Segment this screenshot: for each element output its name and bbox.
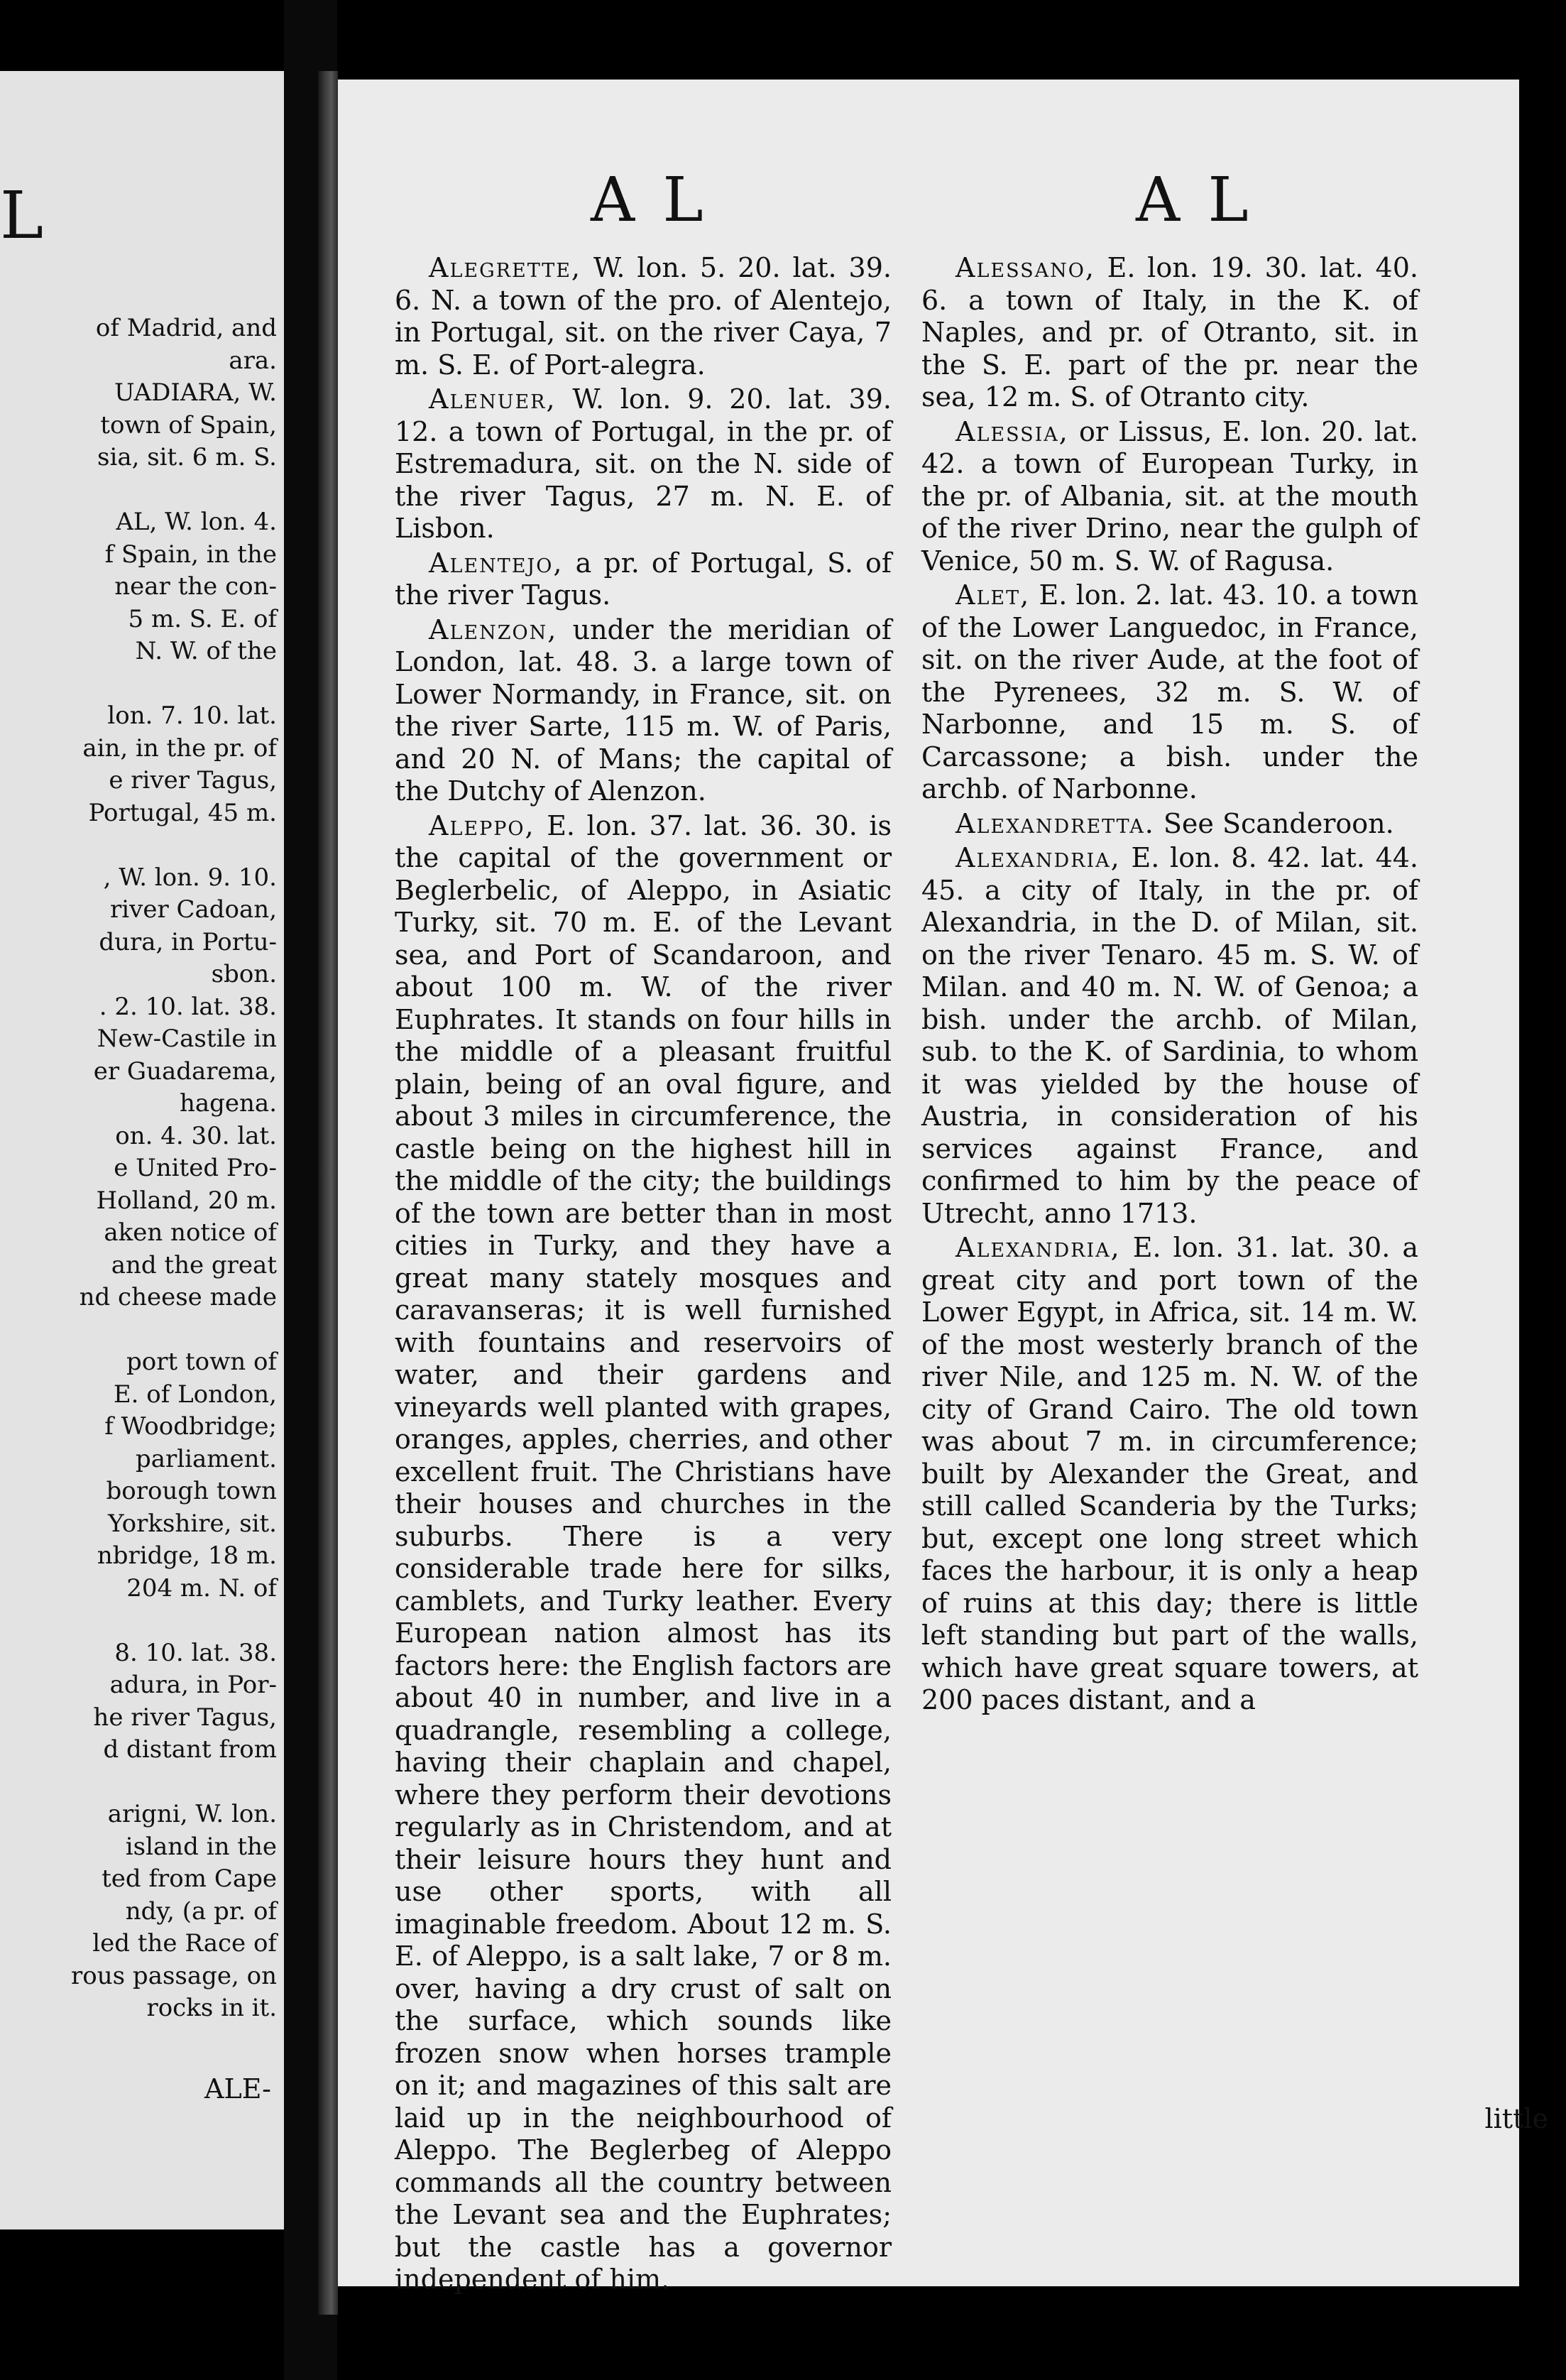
entry-text: See Scanderoon. bbox=[1154, 807, 1394, 839]
left-running-head: L bbox=[0, 178, 45, 253]
dictionary-entry bbox=[921, 842, 1418, 1230]
right-page bbox=[338, 80, 1548, 2295]
text-line: led the Race of bbox=[92, 1929, 277, 1958]
text-line: New-Castile in bbox=[97, 1025, 277, 1053]
text-line: . 2. 10. lat. 38. bbox=[99, 992, 277, 1021]
entry-headword: Alegrette, bbox=[429, 252, 581, 283]
text-line: d distant from bbox=[103, 1735, 277, 1764]
text-line: sbon. bbox=[211, 960, 277, 988]
text-line: e United Pro- bbox=[114, 1154, 277, 1182]
entry-text: under the meridian of London, lat. 48. 3. a large town of Lower Normandy, in France, sit. on the river Sarte, 115 m. W. of Paris, and 20 N. of Mans; the capital of the Dutchy of Alenzon. bbox=[395, 613, 892, 807]
text-line: port town of bbox=[126, 1348, 277, 1376]
text-line: , W. lon. 9. 10. bbox=[103, 863, 277, 892]
running-head-right: A L bbox=[1136, 165, 1253, 236]
entry-headword: Alexandretta. bbox=[956, 807, 1155, 839]
entry-text: E. lon. 31. lat. 30. a great city and port town of the Lower Egypt, in Africa, sit. 14 m. W. of the most westerly branch of the river Nile, and 125 m. N. W. of the city of Grand Cairo. The old town was about 7 m. in circumference; built by Alexander the Great, and still called Scanderia by the Turks; but, except one long street which faces the harbour, it is only a heap of ruins at this day; there is little left standing but part of the walls, which have great square towers, at 200 paces distant, and a bbox=[921, 1232, 1418, 1715]
text-line: ted from Cape bbox=[102, 1865, 277, 1893]
entry-headword: Alessano, bbox=[956, 252, 1095, 283]
text-line: UADIARA, W. bbox=[114, 378, 277, 407]
text-line: sia, sit. 6 m. S. bbox=[97, 443, 277, 471]
text-line bbox=[0, 1314, 277, 1347]
text-column-left bbox=[395, 252, 892, 2298]
text-line: island in the bbox=[125, 1832, 277, 1861]
text-line: 8. 10. lat. 38. bbox=[114, 1638, 277, 1667]
dictionary-entry bbox=[395, 547, 892, 612]
text-line: nbridge, 18 m. bbox=[97, 1541, 277, 1570]
text-line bbox=[0, 1767, 277, 1799]
text-line: lon. 7. 10. lat. bbox=[107, 702, 277, 730]
dictionary-entry bbox=[921, 808, 1418, 841]
dictionary-entry bbox=[921, 1232, 1418, 1717]
entry-text: E. lon. 37. lat. 36. 30. is the capital of the government or Beglerbelic, of Aleppo, in Asiatic Turky, sit. 70 m. E. of the Levant sea, and Port of Scandaroon, and about 100 m. W. of the river Euphrates. It stands on four hills in the middle of a pleasant fruitful plain, being of an oval figure, and about 3 miles in circumference, the castle being on the highest hill in the middle of the city; the buildings of the town are better than in most cities in Turky, and they have a great many stately mosques and caravanseras; it is well furnished with fountains and reservoirs of water, and their gardens and vineyards well planted with grapes, oranges, apples, cherries, and other excellent fruit. The Christians have their houses and churches in the suburbs. There is a very considerable trade here for silks, camblets, and Turky leather. Every European nation almost has its factors here: the English factors are about 40 in number, and live in a quadrangle, resembling a college, having their chaplain and chapel, where they perform their devotions regularly as in Christendom, and at their leisure hours they hunt and use other sports, with all imaginable freedom. About 12 m. S. E. of Aleppo, is a salt lake, 7 or 8 m. over, having a dry crust of salt on the surface, which sounds like frozen snow when horses trample on it; and magazines of this salt are laid up in the neighbourhood of Aleppo. The Beglerbeg of Aleppo commands all the country between the Levant sea and the Euphrates; but the castle has a governor independent of him. bbox=[395, 809, 892, 2295]
text-line bbox=[0, 474, 277, 507]
text-line bbox=[0, 668, 277, 701]
text-line bbox=[0, 829, 277, 862]
left-page-lines bbox=[0, 312, 277, 2025]
text-line: ndy, (a pr. of bbox=[125, 1896, 277, 1926]
entry-text: E. lon. 8. 42. lat. 44. 45. a city of Italy, in the pr. of Alexandria, in the D. of Milan, sit. on the river Tenaro. 45 m. S. W. of Milan. and 40 m. N. W. of Genoa; a bish. under the archb. of Milan, sub. to the K. of Sardinia, to whom it was yielded by the house of Austria, in consideration of his services against France, and confirmed to him by the peace of Utrecht, anno 1713. bbox=[921, 842, 1418, 1229]
text-column-right bbox=[921, 252, 1418, 1719]
text-line: he river Tagus, bbox=[93, 1703, 277, 1732]
entry-headword: Alentejo, bbox=[429, 547, 564, 579]
text-line: hagena. bbox=[179, 1089, 277, 1118]
text-line: of Madrid, and bbox=[95, 314, 277, 342]
entry-headword: Alenuer, bbox=[429, 383, 557, 415]
dictionary-entry bbox=[921, 252, 1418, 414]
text-line: Yorkshire, sit. bbox=[108, 1509, 277, 1538]
entry-headword: Alexandria, bbox=[956, 842, 1121, 873]
text-line: adura, in Por- bbox=[109, 1671, 277, 1699]
catchword: little bbox=[1484, 2103, 1548, 2134]
text-line: Portugal, 45 m. bbox=[88, 798, 277, 827]
text-line: on. 4. 30. lat. bbox=[115, 1121, 277, 1150]
running-head-left: A L bbox=[591, 165, 708, 236]
dictionary-entry bbox=[395, 614, 892, 808]
entry-text: W. lon. 5. 20. lat. 39. 6. N. a town of the pro. of Alentejo, in Portugal, sit. on the river Caya, 7 m. S. E. of Port-alegra. bbox=[395, 252, 892, 381]
text-line: E. of London, bbox=[113, 1380, 277, 1409]
entry-headword: Alexandria, bbox=[956, 1232, 1121, 1263]
left-catchword: ALE- bbox=[204, 2073, 271, 2105]
text-line: N. W. of the bbox=[135, 637, 277, 665]
text-line: borough town bbox=[106, 1477, 277, 1505]
entry-text: E. lon. 2. lat. 43. 10. a town of the Lower Languedoc, in France, sit. on the river Aude, at the foot of the Pyrenees, 32 m. S. W. of Narbonne, and 15 m. S. of Carcassone; a bish. under the archb. of Narbonne. bbox=[921, 579, 1418, 804]
text-line: near the con- bbox=[114, 572, 277, 601]
dictionary-entry bbox=[395, 252, 892, 381]
text-line: arigni, W. lon. bbox=[107, 1800, 277, 1828]
text-line: f Woodbridge; bbox=[104, 1412, 277, 1441]
text-line: river Cadoan, bbox=[109, 895, 277, 924]
entry-text: E. lon. 19. 30. lat. 40. 6. a town of Italy, in the K. of Naples, and pr. of Otranto, sit. in the S. E. part of the pr. near the sea, 12 m. S. of Otranto city. bbox=[921, 252, 1418, 413]
text-line: ain, in the pr. of bbox=[82, 733, 277, 763]
text-line: town of Spain, bbox=[100, 410, 277, 440]
text-line: AL, W. lon. 4. bbox=[116, 508, 277, 536]
text-line: e river Tagus, bbox=[109, 766, 277, 795]
text-line: aken notice of bbox=[104, 1218, 277, 1247]
text-line: f Spain, in the bbox=[104, 540, 277, 569]
text-line: er Guadarema, bbox=[93, 1057, 277, 1086]
left-page-fragment bbox=[0, 71, 284, 2229]
entry-headword: Alessia, bbox=[956, 415, 1069, 447]
dictionary-entry bbox=[395, 383, 892, 545]
text-line bbox=[0, 1605, 277, 1637]
text-line: 204 m. N. of bbox=[126, 1573, 277, 1603]
text-line: and the great bbox=[111, 1250, 277, 1279]
text-line: rous passage, on bbox=[71, 1961, 277, 1990]
entry-headword: Alet, bbox=[956, 579, 1031, 611]
text-line: dura, in Portu- bbox=[99, 927, 277, 956]
text-line: rocks in it. bbox=[146, 1994, 277, 2022]
text-line: parliament. bbox=[135, 1444, 277, 1473]
dictionary-entry bbox=[921, 416, 1418, 578]
entry-headword: Aleppo, bbox=[429, 809, 535, 841]
dictionary-entry bbox=[921, 579, 1418, 806]
text-line: 5 m. S. E. of bbox=[128, 604, 277, 633]
text-line: Holland, 20 m. bbox=[96, 1186, 277, 1215]
dictionary-entry bbox=[395, 810, 892, 2296]
page-edge bbox=[318, 71, 338, 2315]
entry-text: a pr. of Portugal, S. of the river Tagus. bbox=[395, 547, 892, 611]
text-line: nd cheese made bbox=[79, 1283, 277, 1311]
entry-text: W. lon. 9. 20. lat. 39. 12. a town of Portugal, in the pr. of Estremadura, sit. on the N. side of the river Tagus, 27 m. N. E. of Lisbon. bbox=[395, 383, 892, 544]
entry-headword: Alenzon, bbox=[429, 613, 558, 645]
entry-text: or Lissus, E. lon. 20. lat. 42. a town of European Turky, in the pr. of Albania, sit. at the mouth of the river Drino, near the gulph of Venice, 50 m. S. W. of Ragusa. bbox=[921, 415, 1418, 577]
text-line: ara. bbox=[229, 346, 277, 375]
